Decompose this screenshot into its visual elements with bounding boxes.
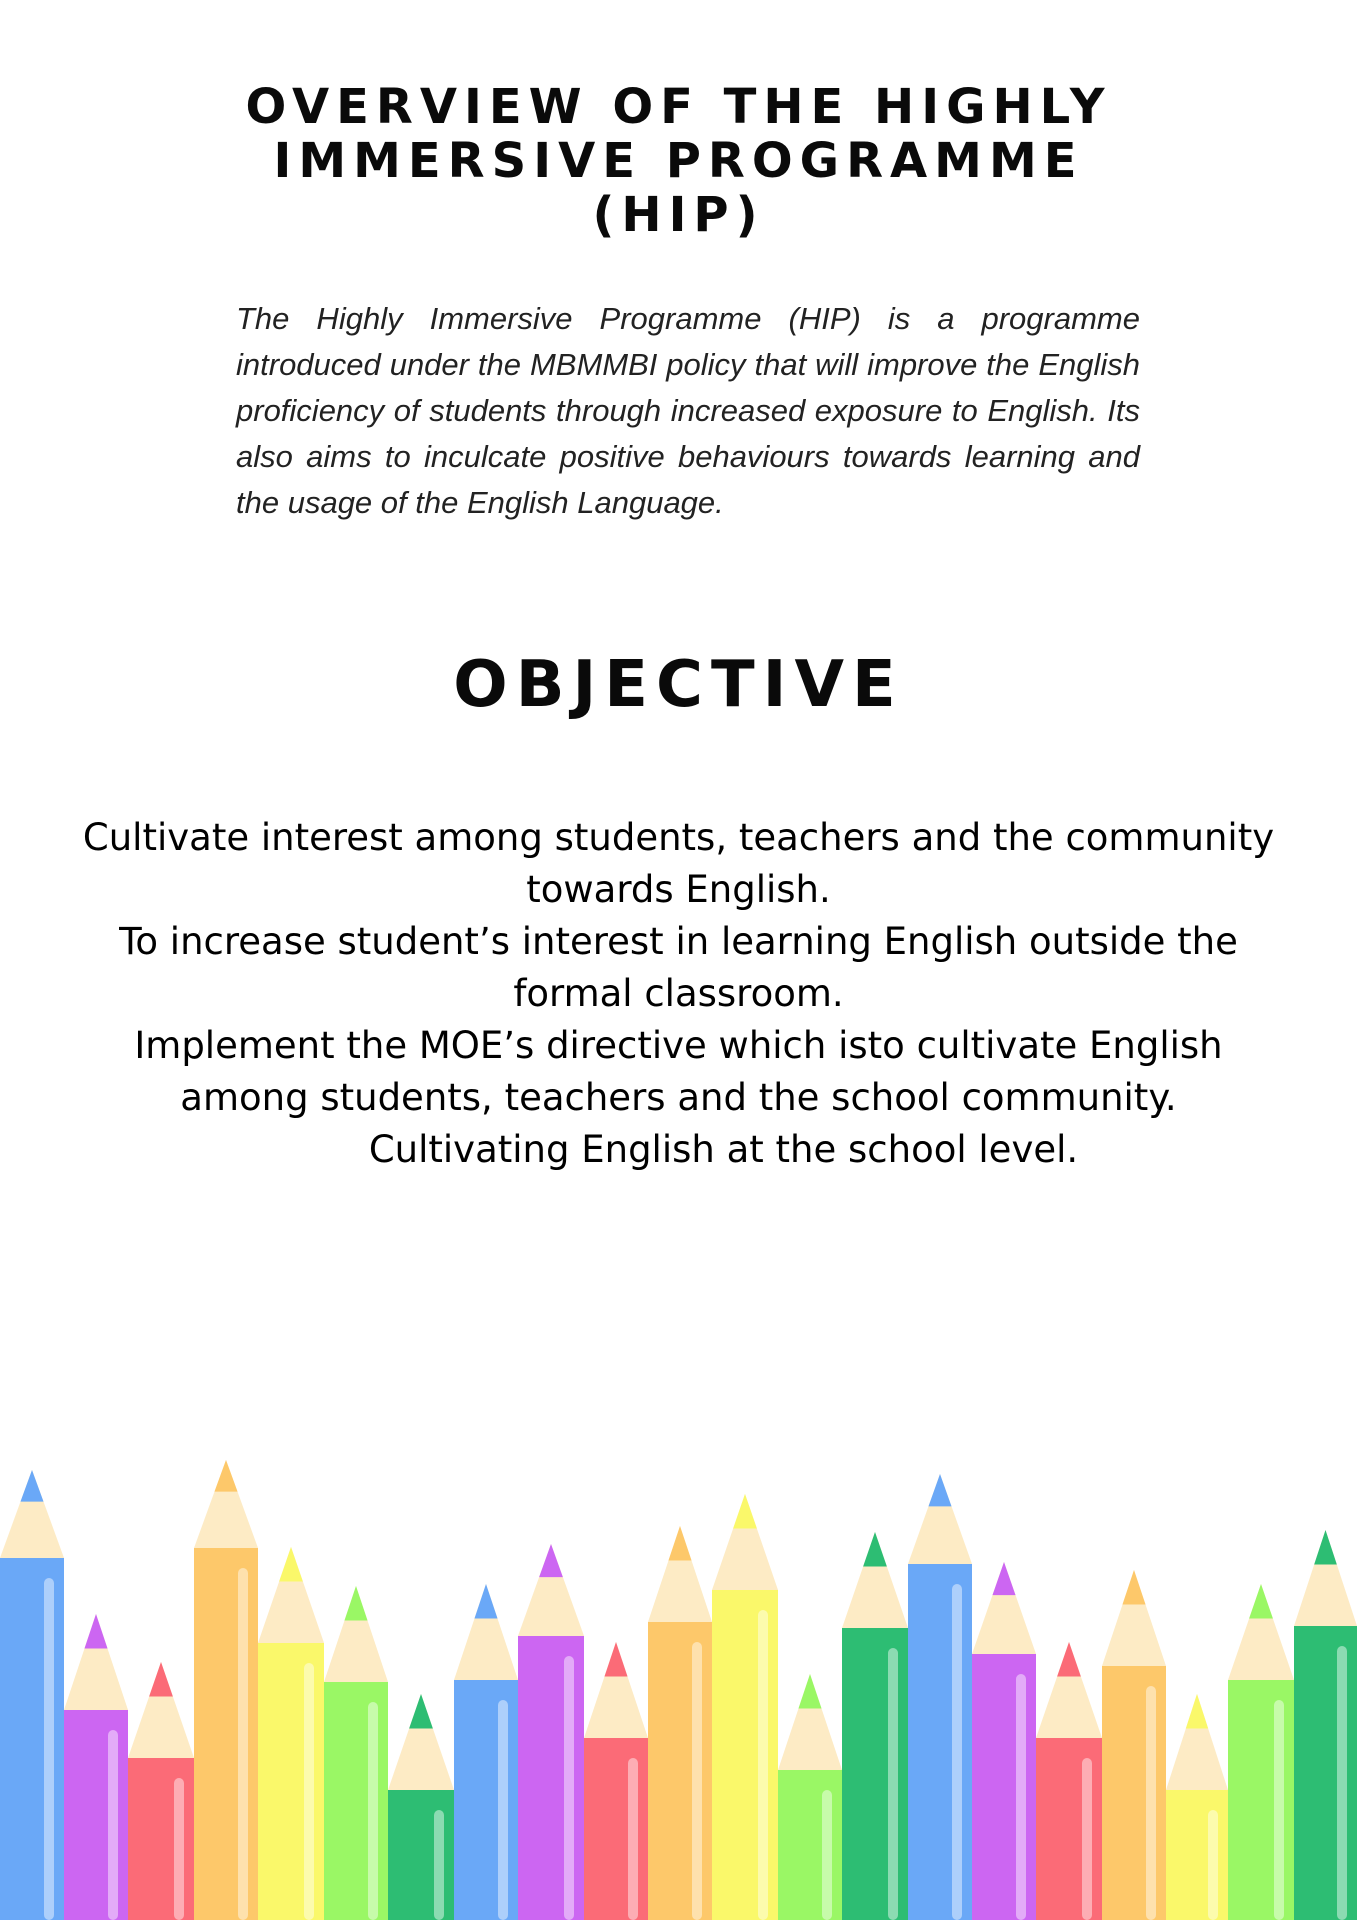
pencil	[648, 1526, 712, 1920]
pencil	[0, 1470, 64, 1920]
pencil	[1102, 1570, 1166, 1920]
title-line-1: OVERVIEW OF THE HIGHLY	[245, 79, 1112, 135]
pencil	[194, 1460, 258, 1920]
objective-heading: OBJECTIVE	[453, 648, 904, 722]
pencil	[454, 1584, 518, 1920]
pencil	[324, 1586, 388, 1920]
objective-item: To increase student’s interest in learning English outside the formal classroom.	[119, 920, 1238, 1015]
objective-item: Cultivating English at the school level.	[368, 1128, 1079, 1171]
pencil	[128, 1662, 194, 1920]
title-line-2: IMMERSIVE PROGRAMME	[273, 133, 1084, 189]
pencil	[712, 1494, 778, 1920]
pencil	[1036, 1642, 1102, 1920]
pencil	[64, 1614, 128, 1920]
pencil	[584, 1642, 648, 1920]
page-title	[0, 80, 1357, 242]
pencil	[1294, 1530, 1357, 1920]
intro-paragraph: The Highly Immersive Programme (HIP) is a programme introduced under the MBMMBI policy that will improve the English proficiency of students through increased exposure to English. Its also aims to inculcate positive behaviours towards learning and the usage of the English Language.	[236, 301, 1140, 520]
pencil	[518, 1544, 584, 1920]
objective-item: Cultivate interest among students, teachers and the community towards English.	[82, 816, 1275, 911]
title-line-3: (HIP)	[592, 187, 765, 243]
objective-list	[80, 812, 1277, 1176]
pencil	[1166, 1694, 1228, 1920]
pencil	[388, 1694, 454, 1920]
pencil	[842, 1532, 908, 1920]
pencil	[972, 1562, 1036, 1920]
colored-pencils-illustration	[0, 1460, 1357, 1920]
pencil	[778, 1674, 842, 1920]
pencil	[908, 1474, 972, 1920]
objective-item: Implement the MOE’s directive which isto cultivate English among students, teachers and the school community.	[134, 1024, 1223, 1119]
pencil	[258, 1547, 324, 1920]
pencil	[1228, 1584, 1294, 1920]
